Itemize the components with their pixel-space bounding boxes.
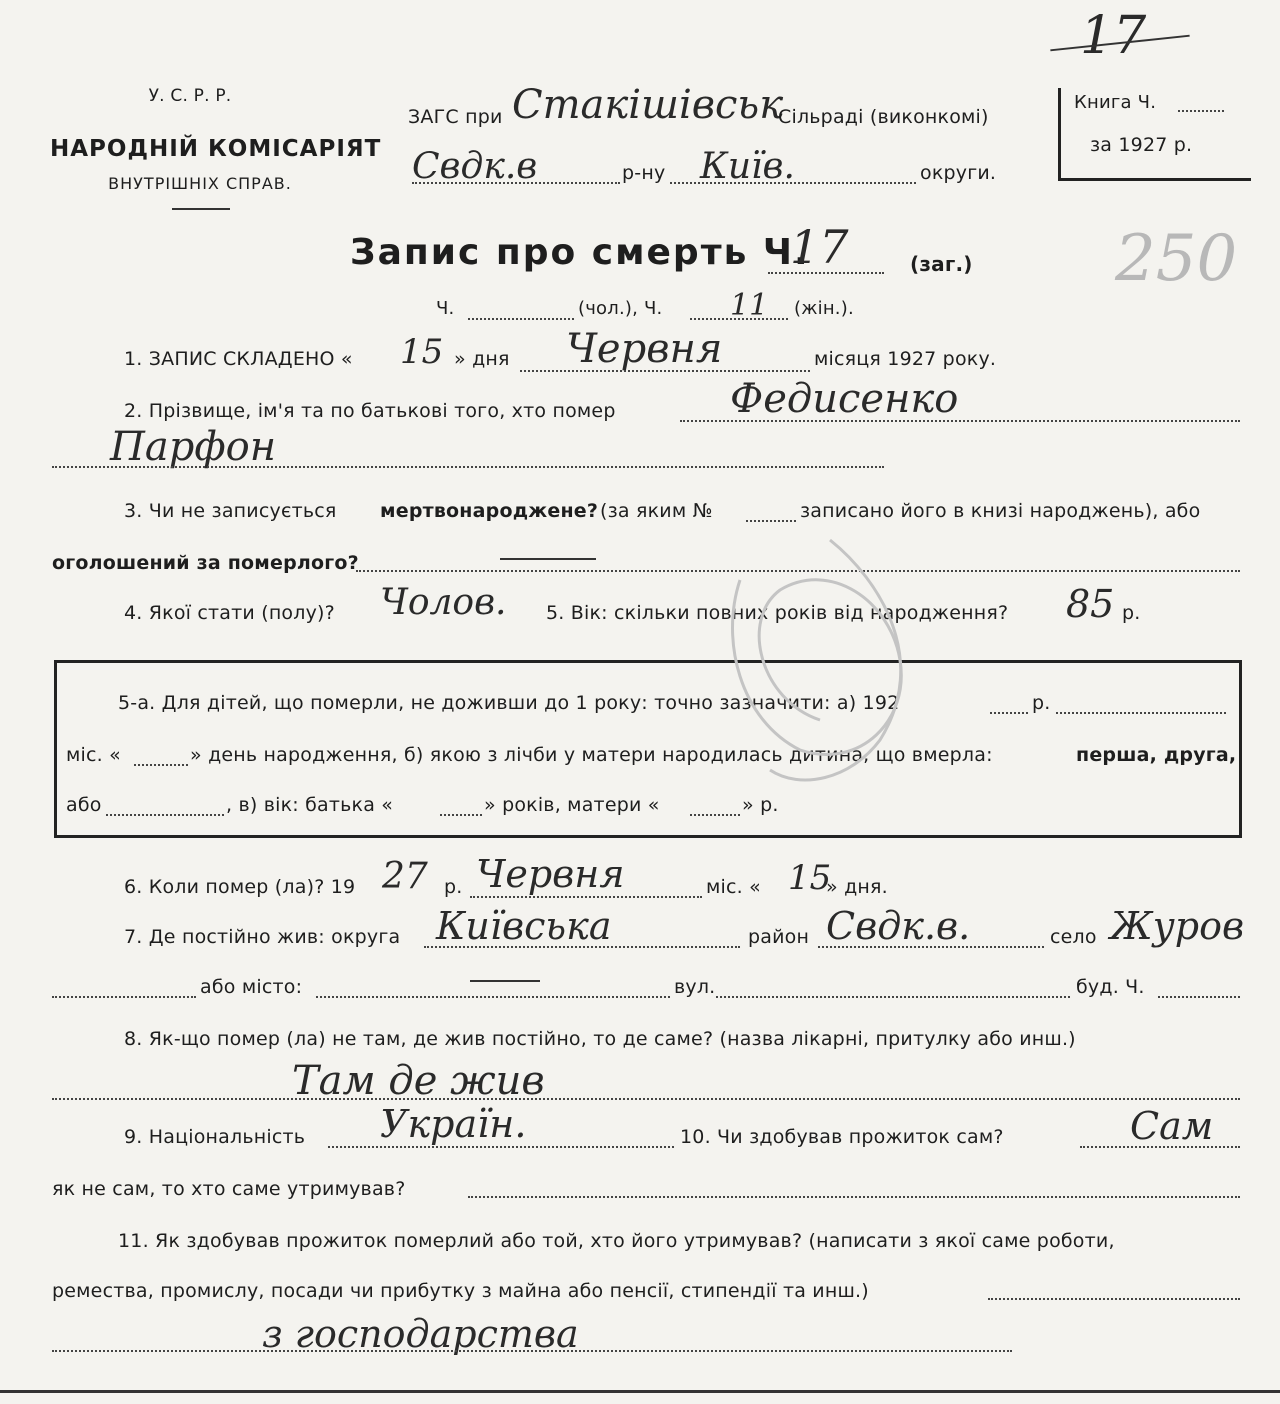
line4-sex-handwritten: Чолов.: [380, 582, 507, 623]
line6-year-handwritten: 27: [382, 856, 428, 897]
subtitle-ch: Ч.: [436, 298, 455, 319]
document-title: Запис про смерть Ч.: [350, 232, 810, 273]
line1-label: 1. ЗАПИС СКЛАДЕНО «: [124, 348, 353, 370]
dept-label: ВНУТРІШНІХ СПРАВ.: [108, 174, 292, 193]
zags-okrug-handwritten: Київ.: [700, 146, 795, 187]
box-line1-end: р.: [1032, 692, 1051, 714]
line9-label-c: як не сам, то хто саме утримував?: [52, 1178, 406, 1200]
line1-end: місяця 1927 року.: [814, 348, 997, 370]
zags-district-label: р-ну: [622, 162, 666, 184]
line6-day-handwritten: 15: [788, 858, 832, 898]
line1-day-handwritten: 15: [400, 332, 444, 372]
line7-label-b: район: [748, 926, 810, 948]
zags-district-handwritten: Свдк.в: [412, 146, 538, 187]
line11-answer-handwritten: з господарства: [262, 1312, 579, 1356]
line7-label-d: або місто:: [200, 976, 303, 998]
record-number-handwritten: 17: [790, 220, 849, 274]
subtitle-zhin: (жін.).: [794, 298, 854, 319]
line4-label-a: 4. Якої стати (полу)?: [124, 602, 335, 624]
pencil-scribble: [680, 520, 980, 820]
line4-age-handwritten: 85: [1066, 582, 1115, 626]
line7-label-c: село: [1050, 926, 1097, 948]
line7-village-handwritten: Журов: [1110, 904, 1245, 948]
line11-label-a: 11. Як здобував прожиток померлий або той, хто його утримував? (написати з якої саме роботи,: [118, 1230, 1115, 1252]
line7-label-f: буд. Ч.: [1076, 976, 1145, 998]
book-year-label: за 1927 р.: [1090, 134, 1193, 156]
ussr-label: У. С. Р. Р.: [148, 86, 232, 106]
box-line3-b: , в) вік: батька «: [226, 794, 394, 816]
line1-dnya: » дня: [454, 348, 510, 370]
line4-label-c: р.: [1122, 602, 1141, 624]
margin-pencil-number: 250: [1115, 222, 1238, 296]
line8-label: 8. Як-що помер (ла) не там, де жив постійно, то де саме? (назва лікарні, притулку або инш.): [124, 1028, 1076, 1050]
line3-label-a: 3. Чи не записується: [124, 500, 337, 522]
line9-label-a: 9. Національність: [124, 1126, 306, 1148]
line9-self-handwritten: Сам: [1130, 1104, 1214, 1148]
zags-okrug-label: округи.: [920, 162, 997, 184]
line6-label-b: р.: [444, 876, 463, 898]
line2-name-handwritten: Парфон: [110, 424, 277, 470]
line7-okrug-handwritten: Київська: [436, 904, 612, 948]
line7-label-e: вул.: [674, 976, 716, 998]
line3-dash-mark: [500, 558, 596, 560]
box-line2-b: » день народження, б) якою з лічби у матери народилась дитина, що вмерла:: [190, 744, 993, 766]
box-line2-c: перша, друга,: [1076, 744, 1237, 766]
line6-label-c: міс. «: [706, 876, 761, 898]
zags-suffix: Сільраді (виконкомі): [778, 106, 989, 128]
line7-city-dash: [470, 980, 540, 982]
book-number-label: Книга Ч.: [1074, 92, 1157, 113]
commissariat-label: НАРОДНІЙ КОМІСАРІЯТ: [50, 136, 382, 162]
bottom-edge-line: [0, 1390, 1280, 1393]
page-number-handwritten: 17: [1080, 6, 1147, 66]
zags-prefix: ЗАГС при: [408, 106, 503, 128]
line3-label-b: мертвонароджене?: [380, 500, 599, 522]
line1-month-handwritten: Червня: [566, 326, 723, 372]
line3-label-d: записано його в книзі народжень), або: [800, 500, 1201, 522]
zags-village-handwritten: Стакішівськ: [512, 82, 784, 128]
box-line3-d: » р.: [742, 794, 779, 816]
box-line3-c: » років, матери «: [484, 794, 660, 816]
line7-label-a: 7. Де постійно жив: округа: [124, 926, 401, 948]
line6-label-a: 6. Коли помер (ла)? 19: [124, 876, 356, 898]
subtitle-zhin-handwritten: 11: [730, 288, 769, 323]
line6-month-handwritten: Червня: [476, 852, 625, 896]
box-line2-a: міс. «: [66, 744, 121, 766]
line2-label: 2. Прізвище, ім'я та по батькові того, хто помер: [124, 400, 616, 422]
line2-surname-handwritten: Федисенко: [730, 376, 959, 422]
line11-label-b: ремества, промислу, посади чи прибутку з майна або пенсії, стипендії та инш.): [52, 1280, 869, 1302]
line7-district-handwritten: Свдк.в.: [826, 904, 971, 948]
line9-nationality-handwritten: Україн.: [380, 1102, 527, 1146]
subtitle-chol: (чол.), Ч.: [578, 298, 663, 319]
line3-label-c: (за яким №: [600, 500, 713, 522]
header-divider: [172, 208, 230, 210]
box-line1: 5-а. Для дітей, що померли, не доживши до 1 року: точно зазначити: а) 192: [118, 692, 900, 714]
box-line3-a: або: [66, 794, 102, 816]
line8-answer-handwritten: Там де жив: [292, 1058, 545, 1104]
title-suffix: (заг.): [910, 252, 973, 276]
line4-label-b: 5. Вік: скільки повних років від народження?: [546, 602, 1009, 624]
line3-label-e: оголошений за померлого?: [52, 552, 359, 574]
line9-label-b: 10. Чи здобував прожиток сам?: [680, 1126, 1004, 1148]
line6-label-d: » дня.: [826, 876, 888, 898]
